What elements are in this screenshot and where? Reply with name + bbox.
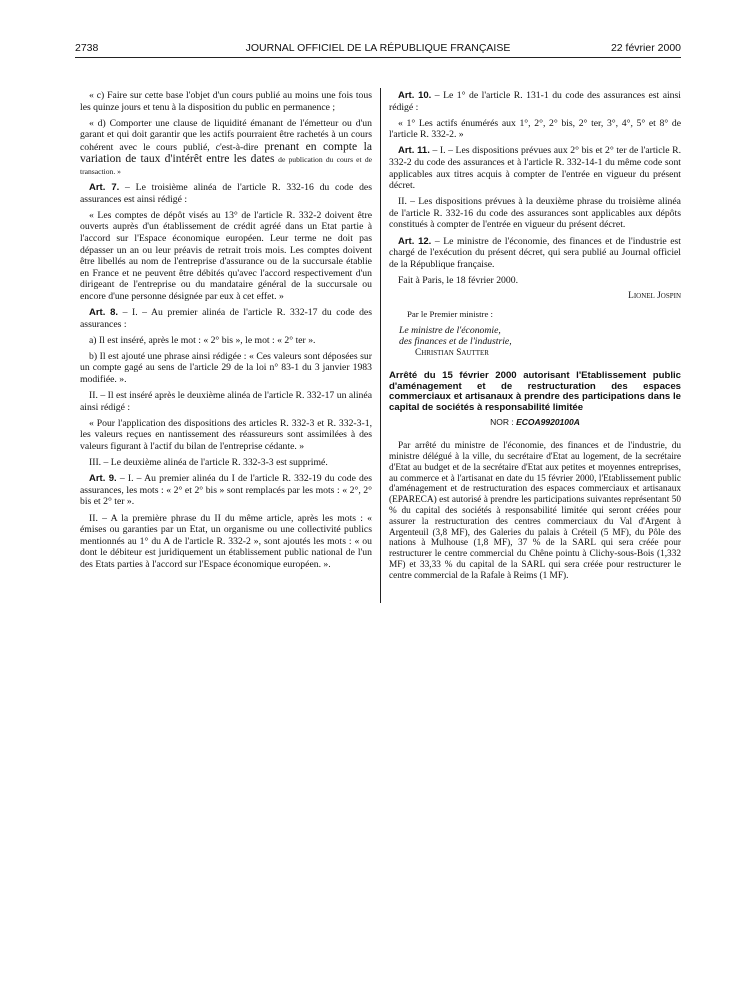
clause-d-small-text: de publication du cours et de transaction. » bbox=[80, 155, 372, 177]
article-8-III: III. – Le deuxième alinéa de l'article R. 332-3-3 est supprimé. bbox=[89, 457, 328, 469]
article-7-label: Art. 7. bbox=[89, 182, 120, 194]
article-10 bbox=[389, 90, 681, 113]
decree-title: Arrêté du 15 février 2000 autorisant l'Etablissement public d'aménagement et de restructuration des espaces commerciaux et artisanaux à prendre des participations dans le capital de sociétés à responsabilité limitée bbox=[389, 370, 681, 413]
article-10-intro: – Le 1° de l'article R. 131-1 du code des assurances est ainsi rédigé : bbox=[389, 90, 681, 113]
article-8-b: b) Il est ajouté une phrase ainsi rédigée : « Ces valeurs sont déposées sur un compte gagé au sens de l'article 29 de la loi n° 83-1 du 3 janvier 1983 modifiée. ». bbox=[80, 350, 372, 386]
journal-title: JOURNAL OFFICIEL DE LA RÉPUBLIQUE FRANÇAISE bbox=[245, 42, 511, 54]
article-11-intro: – I. – Les dispositions prévues aux 2° bis et 2° ter de l'article R. 332-2 du code des assurances et à l'article R. 332-14-1 du même code sont applicables aux titres acquis à compter de l'entrée en vigueur du présent décret. bbox=[389, 145, 681, 192]
article-9-label: Art. 9. bbox=[89, 473, 117, 485]
article-9 bbox=[80, 473, 372, 508]
article-7-intro: – Le troisième alinéa de l'article R. 332-16 du code des assurances est ainsi rédigé : bbox=[80, 182, 372, 205]
clause-c: « c) Faire sur cette base l'objet d'un cours publié au moins une fois tous les quinze jours et tenu à la disposition du public en permanence ; bbox=[80, 90, 372, 113]
article-7-quote: « Les comptes de dépôt visés au 13° de l'article R. 332-2 doivent être ouverts auprès d'un établissement de crédit agréé dans un Etat partie à l'accord sur l'Espace économique européen. Leur terme ne doit pas dépasser un an ou leur préavis de retrait trois mois. Les comptes doivent être libellés au nom de l'entreprise d'assurance ou de la succursale établie en France et ne peuvent être débités qu'avec l'accord respectivement d'un dirigeant de l'entreprise ou du mandataire général de la succursale ou encore d'une personne désignée par eux à cet effet. » bbox=[80, 209, 372, 302]
article-12 bbox=[389, 236, 681, 271]
article-9-II: II. – A la première phrase du II du même article, après les mots : « émises ou garanties par un Etat, un organisme ou une collectivité publics mentionnés au 1° du A de l'article R. 332-2 », sont ajoutés les mots : « ou dont le débiteur est juridiquement un établissement public national de l'un des Etats parties à l'accord sur l'Espace économique européen. ». bbox=[80, 512, 372, 570]
article-11-II: II. – Les dispositions prévues à la deuxième phrase du troisième alinéa de l'article R. 332-16 du code des assurances sont applicables aux dépôts constitués à compter de l'entrée en vigueur du présent décret. bbox=[389, 196, 681, 231]
article-11 bbox=[389, 145, 681, 191]
clause-d bbox=[80, 118, 372, 178]
article-8 bbox=[80, 307, 372, 330]
page-header bbox=[75, 42, 681, 56]
minister-title-line-2: des finances et de l'industrie, bbox=[399, 336, 512, 348]
nor-code: ECOA9920100A bbox=[516, 416, 580, 427]
article-8-II: II. – Il est inséré après le deuxième alinéa de l'article R. 332-17 un alinéa ainsi rédigé : bbox=[80, 390, 372, 413]
article-9-intro: – I. – Au premier alinéa du I de l'article R. 332-19 du code des assurances, les mots : « 2° et 2° bis » sont remplacés par les mots : « 2°, 2° bis et 2° ter ». bbox=[80, 473, 372, 508]
article-8-II-quote: « Pour l'application des dispositions des articles R. 332-3 et R. 332-3-1, les valeurs reçues en nantissement des réassureurs sont assimilées à des valeurs figurant à l'actif du bilan de l'entreprise cédante. » bbox=[80, 417, 372, 453]
by-prime-minister: Par le Premier ministre : bbox=[407, 309, 493, 319]
issue-date: 22 février 2000 bbox=[610, 42, 681, 54]
article-8-a: a) Il est inséré, après le mot : « 2° bis », le mot : « 2° ter ». bbox=[89, 334, 316, 346]
signatory-name: Lionel Jospin bbox=[628, 291, 681, 302]
done-at-line: Fait à Paris, le 18 février 2000. bbox=[398, 274, 518, 286]
nor-reference bbox=[389, 417, 681, 429]
right-column bbox=[389, 90, 681, 586]
minister-name: Christian Sautter bbox=[415, 347, 489, 358]
article-11-label: Art. 11. bbox=[398, 145, 430, 157]
left-column bbox=[80, 90, 372, 575]
article-8-intro: – I. – Au premier alinéa de l'article R. 332-17 du code des assurances : bbox=[80, 307, 372, 330]
article-12-label: Art. 12. bbox=[398, 235, 432, 247]
minister-title-line-1: Le ministre de l'économie, bbox=[399, 324, 501, 336]
article-10-quote: « 1° Les actifs énumérés aux 1°, 2°, 2° bis, 2° ter, 3°, 4°, 5° et 8° de l'article R. 332-2. » bbox=[389, 117, 681, 141]
article-10-label: Art. 10. bbox=[398, 90, 432, 101]
decree-body: Par arrêté du ministre de l'économie, des finances et de l'industrie, du ministre délégué à la ville, du secrétaire d'Etat au logement, de la secrétaire d'Etat au budget et de la secrétaire d'Etat aux petites et moyennes entreprises, au commerce et à l'artisanat en date du 15 février 2000, l'Etablissement public d'aménagement et de restructuration des espaces commerciaux et artisanaux (EPARECA) est autorisé à prendre les participations suivantes représentant 50 % du capital des sociétés à responsabilité limitée qui seront créées pour assurer la restructuration des centres commerciaux du Val d'Argent à Argenteuil (3,8 MF), des Galeries du palais à Créteil (5 MF), du Pôle des nations à Mulhouse (1,8 MF), 37 % de la SARL qui sera créée pour restructurer le centre commercial du Chêne pointu à Clichy-sous-Bois (1,332 MF) et 33,33 % du capital de la SARL qui sera créée pour restructurer le centre commercial de la Rafale à Reims (1 MF). bbox=[389, 441, 681, 581]
article-7 bbox=[80, 182, 372, 205]
column-divider bbox=[380, 88, 381, 603]
nor-prefix: NOR : bbox=[490, 416, 517, 427]
clause-d-text: « d) Comporter une clause de liquidité émanant de l'émetteur ou d'un garant et qui doit garantir que les actifs pourraient être rachetés à un cours cohérent avec le cours publié, c'est-à-dire bbox=[80, 117, 372, 153]
page-number: 2738 bbox=[75, 42, 99, 54]
article-12-intro: – Le ministre de l'économie, des finances et de l'industrie est chargé de l'exécution du présent décret, qui sera publié au Journal officiel de la République française. bbox=[389, 235, 681, 270]
header-rule bbox=[75, 57, 681, 58]
article-8-label: Art. 8. bbox=[89, 307, 119, 319]
clause-d-large-text: prenant en compte la variation de taux d'intérêt entre les dates bbox=[80, 139, 372, 166]
